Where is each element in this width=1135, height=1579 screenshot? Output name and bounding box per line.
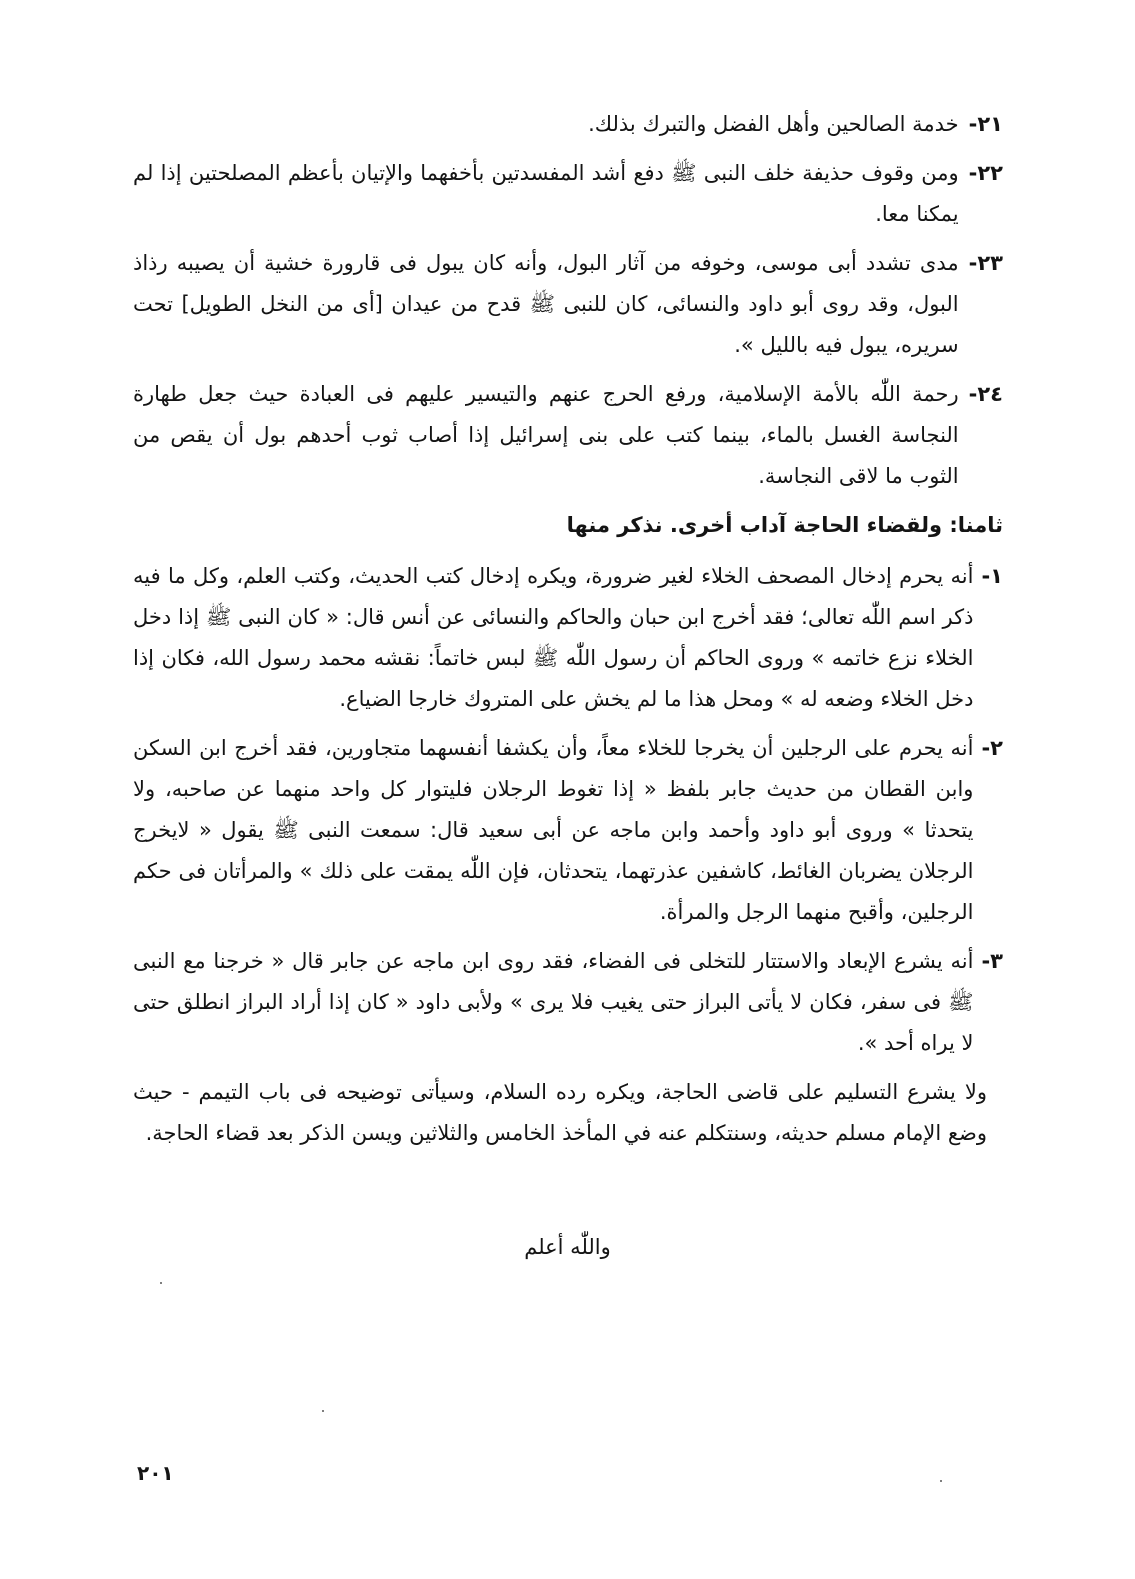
item-text: مدى تشدد أبى موسى، وخوفه من آثار البول، وأنه كان يبول فى قارورة خشية أن يصيبه رذاذ البول، وقد روى أبو داود والنسائى، كان للنبى ﷺ قدح من عيدان [أى من النخل الطويل] تحت سريره، يبول فيه بالليل ».: [133, 251, 959, 357]
page-number: ٢٠١: [137, 1461, 174, 1485]
item-number: ١-: [981, 564, 1003, 588]
list-item-24: [133, 374, 1003, 497]
list-item-3: [133, 941, 1003, 1064]
item-text: خدمة الصالحين وأهل الفضل والتبرك بذلك.: [588, 112, 959, 136]
page-body: [133, 104, 1003, 1154]
item-number: ٣-: [981, 949, 1003, 973]
list-item-23: [133, 243, 1003, 366]
scan-speck: [940, 1480, 942, 1482]
item-text: ومن وقوف حذيفة خلف النبى ﷺ دفع أشد المفسدتين بأخفهما والإتيان بأعظم المصلحتين إذا لم يمكنا معا.: [133, 161, 959, 226]
list-item-1: [133, 556, 1003, 720]
list-item-22: [133, 153, 1003, 235]
list-item-2: [133, 728, 1003, 933]
item-text: أنه يحرم إدخال المصحف الخلاء لغير ضرورة، ويكره إدخال كتب الحديث، وكتب العلم، وكل ما فيه ذكر اسم اللّٰه تعالى؛ فقد أخرج ابن حبان والحاكم والنسائى عن أنس قال: « كان النبى ﷺ إذا دخل الخلاء نزع خاتمه » وروى الحاكم أن رسول اللّٰه ﷺ لبس خاتماً: نقشه محمد رسول الله، فكان إذا دخل الخلاء وضعه له » ومحل هذا ما لم يخش على المتروك خارجا الضياع.: [133, 564, 974, 711]
closing-phrase: واللّٰه أعلم: [524, 1235, 611, 1259]
item-text: أنه يحرم على الرجلين أن يخرجا للخلاء معاً، وأن يكشفا أنفسهما متجاورين، فقد أخرج ابن السكن وابن القطان من حديث جابر بلفظ « إذا تغوط الرجلان فليتوار كل واحد منهما عن صاحبه، ولا يتحدثا » وروى أبو داود وأحمد وابن ماجه عن أبى سعيد قال: سمعت النبى ﷺ يقول « لايخرج الرجلان يضربان الغائط، كاشفين عذرتهما، يتحدثان، فإن اللّٰه يمقت على ذلك » والمرأتان فى حكم الرجلين، وأقبح منهما الرجل والمرأة.: [133, 736, 974, 924]
item-number: ٢-: [981, 736, 1003, 760]
item-text: أنه يشرع الإبعاد والاستتار للتخلى فى الفضاء، فقد روى ابن ماجه عن جابر قال « خرجنا مع النبى ﷺ فى سفر، فكان لا يأتى البراز حتى يغيب فلا يرى » ولأبى داود « كان إذا أراد البراز انطلق حتى لا يراه أحد ».: [133, 949, 974, 1055]
item-number: ٢١-: [968, 112, 1003, 136]
section-heading: ثامنا: ولقضاء الحاجة آداب أخرى. نذكر منها: [566, 513, 1003, 537]
item-text: رحمة اللّٰه بالأمة الإسلامية، ورفع الحرج عنهم والتيسير عليهم فى العبادة حيث جعل طهارة النجاسة الغسل بالماء، بينما كتب على بنى إسرائيل إذا أصاب ثوب أحدهم بول أن يقص من الثوب ما لاقى النجاسة.: [133, 382, 959, 488]
item-number: ٢٤-: [968, 382, 1003, 406]
list-item-21: [133, 104, 1003, 145]
scan-speck: [160, 1282, 162, 1284]
item-number: ٢٣-: [968, 251, 1003, 275]
final-paragraph: ولا يشرع التسليم على قاضى الحاجة، ويكره رده السلام، وسيأتى توضيحه فى باب التيمم - حيث وضع الإمام مسلم حديثه، وسنتكلم عنه في المأخذ الخامس والثلاثين ويسن الذكر بعد قضاء الحاجة.: [133, 1080, 987, 1145]
item-number: ٢٢-: [968, 161, 1003, 185]
scan-speck: [322, 1410, 324, 1412]
